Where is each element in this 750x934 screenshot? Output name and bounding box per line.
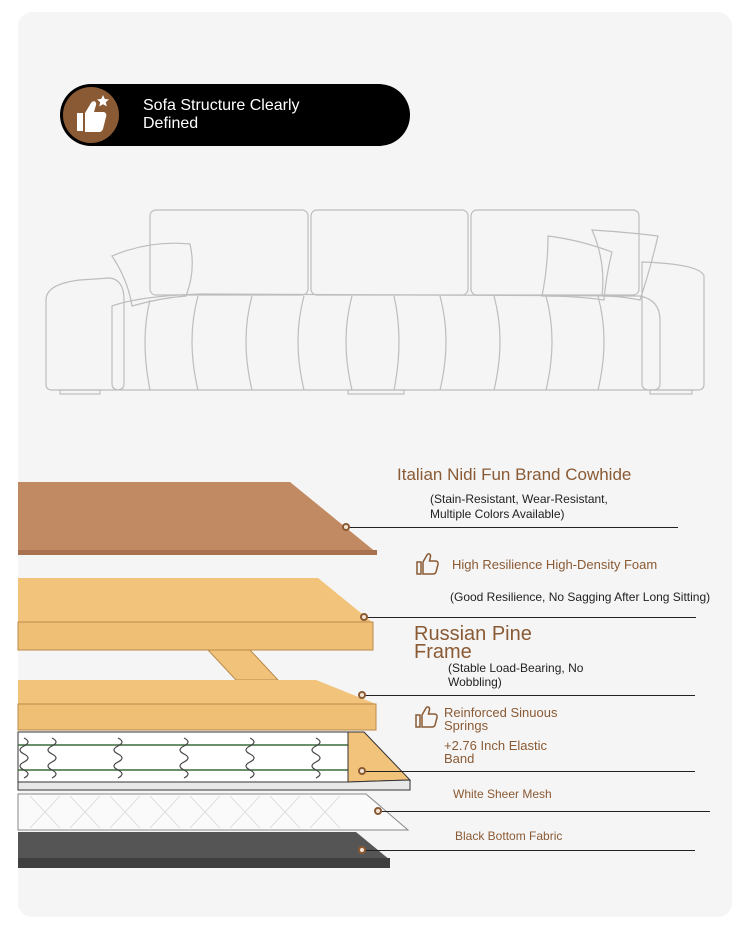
- cowhide-layer: [18, 482, 377, 553]
- springs-title-line2: Springs: [444, 718, 489, 733]
- cowhide-title: Italian Nidi Fun Brand Cowhide: [397, 465, 632, 484]
- bottom-fabric-title: Black Bottom Fabric: [455, 829, 563, 843]
- springs-sub-line1: +2.76 Inch Elastic: [444, 738, 547, 753]
- leader-dot-foam: [360, 613, 368, 621]
- cowhide-desc-line2: Multiple Colors Available): [430, 507, 565, 521]
- springs-title-line1: Reinforced Sinuous: [444, 705, 558, 720]
- badge-title-line1: Sofa Structure Clearly: [143, 97, 300, 114]
- leader-line-springs: [362, 771, 695, 772]
- mesh-title: White Sheer Mesh: [453, 787, 552, 801]
- thumbs-up-icon: [415, 551, 441, 577]
- leader-line-foam: [364, 617, 696, 618]
- frame-desc-line1: (Stable Load-Bearing, No: [448, 661, 584, 675]
- leader-dot-frame: [358, 691, 366, 699]
- badge-title-line2: Defined: [143, 115, 199, 132]
- frame-layer: [18, 680, 376, 704]
- bottom-fabric-layer: [18, 832, 390, 860]
- springs-sub-line2: Band: [444, 751, 475, 766]
- foam-desc: (Good Resilience, No Sagging After Long Sitting): [450, 590, 711, 604]
- frame-crossbar: [208, 650, 278, 680]
- thumbs-up-icon: [414, 704, 440, 730]
- frame-desc-line2: Wobbling): [448, 675, 502, 689]
- foam-title: High Resilience High-Density Foam: [452, 557, 658, 572]
- leader-dot-mesh: [374, 807, 382, 815]
- springs-layer: [18, 732, 348, 782]
- leader-line-mesh: [378, 811, 710, 812]
- leader-line-bottom: [362, 850, 695, 851]
- foam-layer: [18, 578, 372, 622]
- frame-title-line1: Russian Pine: [414, 623, 532, 645]
- leader-dot-cowhide: [342, 523, 350, 531]
- cowhide-desc-line1: (Stain-Resistant, Wear-Resistant,: [430, 492, 608, 506]
- mesh-layer: [18, 794, 408, 830]
- leader-dot-bottom: [358, 846, 366, 854]
- frame-title-line2: Frame: [414, 641, 472, 663]
- leader-dot-springs: [358, 767, 366, 775]
- leader-line-cowhide: [346, 527, 678, 528]
- leader-line-frame: [362, 695, 695, 696]
